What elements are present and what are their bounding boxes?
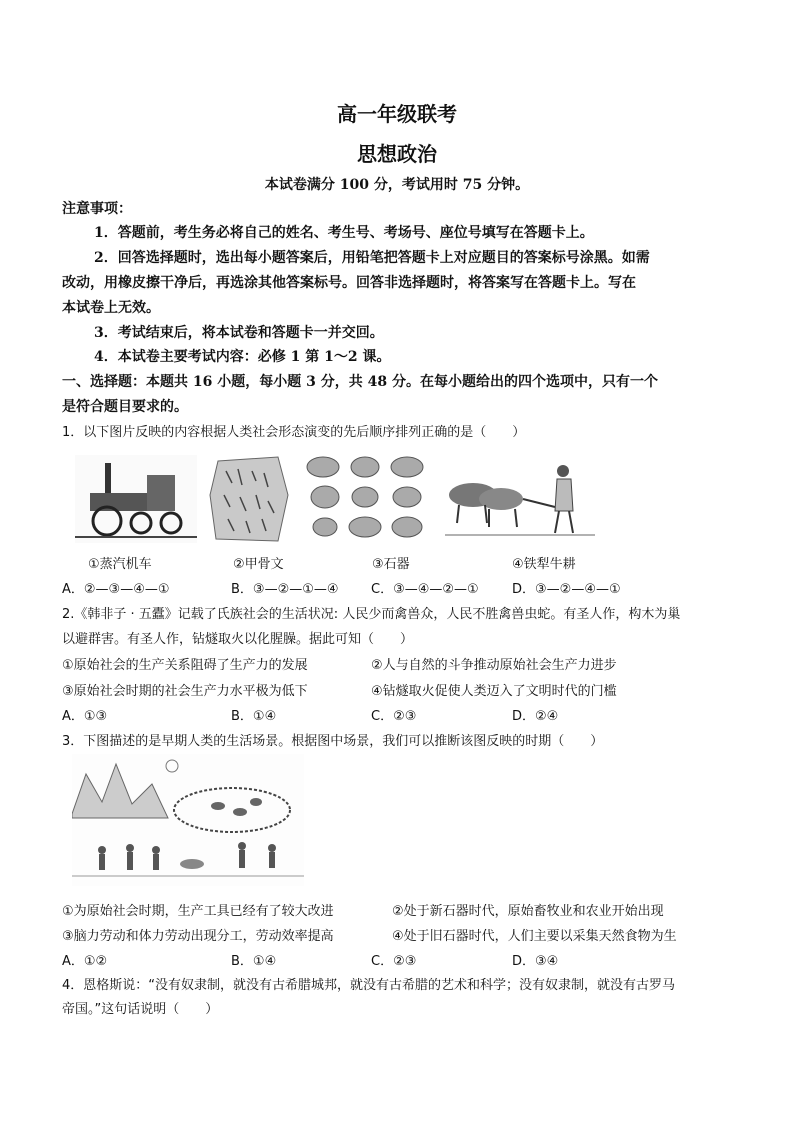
note-1: 1．答题前，考生务必将自己的姓名、考生号、考场号、座位号填写在答题卡上。 [94,225,594,241]
stone-tools-image [303,453,430,543]
q2-statement-3: ③原始社会时期的社会生产力水平极为低下 [62,684,308,699]
q3-option-c: C．②③ [371,954,417,969]
note-2a: 2．回答选择题时，选出每小题答案后，用铅笔把答题卡上对应题目的答案标号涂黑。如需 [94,250,650,266]
q1-option-a: A．②—③—④—① [62,582,170,597]
q1-option-d: D．③—②—④—① [512,582,621,597]
q2-stem-line1: 2.《韩非子 · 五蠹》记载了氏族社会的生活状况: 人民少而禽兽众，人民不胜禽兽虫蛇。有圣人作，构木为巢 [62,607,681,622]
q3-option-d: D．③④ [512,954,559,969]
notes-heading: 注意事项： [62,201,132,217]
early-human-life-scene-image [72,754,304,886]
q2-option-a: A．①③ [62,709,108,724]
q1-caption-2: ②甲骨文 [233,557,284,572]
q3-statement-4: ④处于旧石器时代，人们主要以采集天然食物为生 [392,929,677,944]
q1-caption-1: ①蒸汽机车 [88,557,152,572]
q3-option-a: A．①② [62,954,108,969]
q2-option-c: C．②③ [371,709,417,724]
q2-option-d: D．②④ [512,709,559,724]
exam-subject: 思想政治 [357,142,437,166]
q2-statement-1: ①原始社会的生产关系阻碍了生产力的发展 [62,658,308,673]
q2-stem-line2: 以避群害。有圣人作，钻燧取火以化腥臊。据此可知（ ） [62,632,414,647]
q4-stem-line2: 帝国。”这句话说明（ ） [62,1002,219,1017]
q2-statement-4: ④钻燧取火促使人类迈入了文明时代的门槛 [371,684,617,699]
q1-option-c: C．③—④—②—① [371,582,479,597]
q2-statement-2: ②人与自然的斗争推动原始社会生产力进步 [371,658,617,673]
q1-option-b: B．③—②—①—④ [231,582,339,597]
q1-caption-3: ③石器 [372,557,410,572]
q1-caption-4: ④铁犁牛耕 [512,557,576,572]
q3-statement-2: ②处于新石器时代，原始畜牧业和农业开始出现 [392,904,664,919]
note-2b: 改动，用橡皮擦干净后，再选涂其他答案标号。回答非选择题时，将答案写在答题卡上。写在 [62,275,636,291]
exam-title: 高一年级联考 [337,102,457,126]
q3-stem: 3．下图描述的是早期人类的生活场景。根据图中场景，我们可以推断该图反映的时期（ ） [62,734,604,749]
exam-info: 本试卷满分 100 分，考试用时 75 分钟。 [264,177,530,193]
section-1-line1: 一、选择题：本题共 16 小题，每小题 3 分，共 48 分。在每小题给出的四个选项中，只有一个 [62,374,658,390]
oracle-bone-image [208,455,292,543]
q4-stem-line1: 4．恩格斯说：“没有奴隶制，就没有古希腊城邦，就没有古希腊的艺术和科学；没有奴隶制，就没有古罗马 [62,978,676,993]
note-2c: 本试卷上无效。 [62,300,160,316]
q2-option-b: B．①④ [231,709,277,724]
q3-statement-3: ③脑力劳动和体力劳动出现分工，劳动效率提高 [62,929,334,944]
iron-plough-oxen-image [445,455,595,543]
section-1-line2: 是符合题目要求的。 [62,399,188,415]
steam-locomotive-image [75,455,197,543]
q3-option-b: B．①④ [231,954,277,969]
note-4: 4．本试卷主要考试内容：必修 1 第 1～2 课。 [94,349,391,365]
q1-stem: 1．以下图片反映的内容根据人类社会形态演变的先后顺序排列正确的是（ ） [62,425,526,440]
note-3: 3．考试结束后，将本试卷和答题卡一并交回。 [94,325,384,341]
q3-statement-1: ①为原始社会时期，生产工具已经有了较大改进 [62,904,334,919]
